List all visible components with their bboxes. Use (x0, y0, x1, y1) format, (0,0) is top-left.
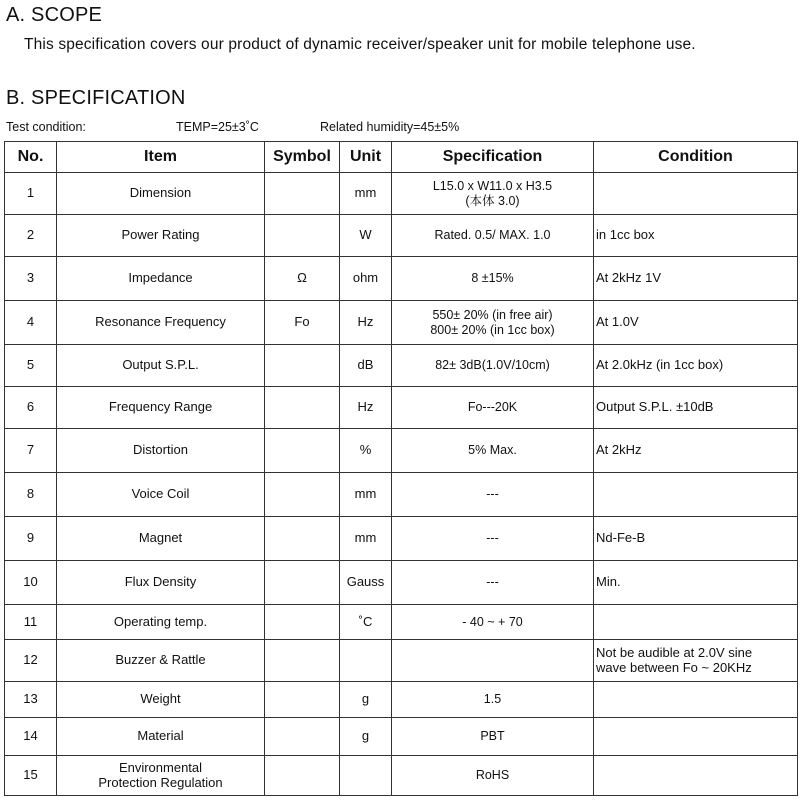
cell-unit: g (340, 682, 392, 718)
cell-unit: mm (340, 173, 392, 215)
cell-symbol (265, 605, 340, 640)
cell-item: Magnet (57, 517, 265, 561)
cell-unit (340, 640, 392, 682)
cell-line: wave between Fo ~ 20KHz (596, 659, 752, 675)
cell-item: Resonance Frequency (57, 301, 265, 345)
cell-line: At 2kHz 1V (596, 270, 662, 286)
cell-item: Environmental Protection Regulation (57, 756, 265, 796)
cell-line: Fo---20K (467, 400, 518, 415)
cell-specification (392, 257, 594, 301)
cell-specification (392, 473, 594, 517)
cell-condition (594, 756, 798, 796)
cell-symbol (265, 561, 340, 605)
table-row (5, 215, 798, 257)
cell-item: Frequency Range (57, 387, 265, 429)
table-row (5, 605, 798, 640)
cell-item: Dimension (57, 173, 265, 215)
cell-unit: Hz (340, 301, 392, 345)
cell-no: 15 (5, 756, 57, 796)
cell-line: - 40 ~ + 70 (462, 614, 523, 629)
cell-specification (392, 173, 594, 215)
cell-no: 7 (5, 429, 57, 473)
cell-line: 82± 3dB(1.0V/10cm) (435, 358, 550, 373)
cell-line: Nd-Fe-B (596, 530, 646, 546)
cell-specification (392, 345, 594, 387)
cell-unit: W (340, 215, 392, 257)
test-condition (6, 120, 706, 136)
cell-symbol: Ω (265, 257, 340, 301)
cell-unit: mm (340, 473, 392, 517)
cell-specification (392, 215, 594, 257)
cell-no: 1 (5, 173, 57, 215)
table-body (5, 173, 798, 796)
cell-condition (594, 215, 798, 257)
table-row (5, 257, 798, 301)
cell-unit: Gauss (340, 561, 392, 605)
cell-condition (594, 605, 798, 640)
cell-specification (392, 301, 594, 345)
cell-line: --- (486, 531, 499, 546)
cell-item: Buzzer & Rattle (57, 640, 265, 682)
cell-no: 14 (5, 718, 57, 756)
cell-no: 8 (5, 473, 57, 517)
cell-item: Impedance (57, 257, 265, 301)
cell-line: 550± 20% (in free air) (432, 308, 553, 323)
cell-no: 11 (5, 605, 57, 640)
cell-symbol (265, 718, 340, 756)
table-row (5, 682, 798, 718)
cell-condition (594, 345, 798, 387)
cell-item: Flux Density (57, 561, 265, 605)
cell-line: Output S.P.L. ±10dB (596, 399, 714, 415)
cell-line: At 2.0kHz (in 1cc box) (596, 357, 724, 373)
scope-text: This specification covers our product of dynamic receiver/speaker unit for mobile telephone use. (24, 36, 696, 53)
cell-unit (340, 756, 392, 796)
test-condition-humidity: Related humidity=45±5% (320, 120, 460, 134)
cell-line: At 2kHz (596, 442, 642, 458)
cell-symbol (265, 173, 340, 215)
test-condition-label: Test condition: (6, 120, 86, 134)
cell-line: 800± 20% (in 1cc box) (430, 322, 555, 337)
cell-specification (392, 682, 594, 718)
cell-no: 9 (5, 517, 57, 561)
cell-unit: % (340, 429, 392, 473)
cell-line: --- (486, 575, 499, 590)
table-row (5, 756, 798, 796)
cell-condition (594, 561, 798, 605)
cell-line: 5% Max. (468, 443, 517, 458)
cell-specification (392, 561, 594, 605)
cell-specification (392, 605, 594, 640)
col-header-unit: Unit (340, 142, 392, 173)
cell-line: (本体 3.0) (465, 193, 520, 208)
cell-condition (594, 173, 798, 215)
cell-specification (392, 718, 594, 756)
scope-heading: A. SCOPE (6, 4, 103, 26)
cell-condition (594, 718, 798, 756)
cell-specification (392, 387, 594, 429)
cell-item: Power Rating (57, 215, 265, 257)
table-row (5, 345, 798, 387)
cell-item: Voice Coil (57, 473, 265, 517)
specification-table (4, 141, 798, 796)
table-row (5, 517, 798, 561)
cell-item: Distortion (57, 429, 265, 473)
cell-line: 8 ±15% (471, 271, 514, 286)
cell-no: 6 (5, 387, 57, 429)
cell-no: 3 (5, 257, 57, 301)
cell-line: 1.5 (483, 692, 502, 707)
table-row (5, 640, 798, 682)
cell-condition (594, 257, 798, 301)
cell-line: Not be audible at 2.0V sine (596, 644, 753, 660)
cell-unit: mm (340, 517, 392, 561)
cell-no: 2 (5, 215, 57, 257)
table-row (5, 718, 798, 756)
col-header-item: Item (57, 142, 265, 173)
cell-unit: g (340, 718, 392, 756)
table-row (5, 387, 798, 429)
cell-specification (392, 756, 594, 796)
cell-symbol (265, 429, 340, 473)
cell-symbol (265, 345, 340, 387)
cell-line: --- (486, 487, 499, 502)
test-condition-temp: TEMP=25±3˚C (176, 120, 259, 134)
cell-line: Rated. 0.5/ MAX. 1.0 (434, 228, 551, 243)
cell-item: Weight (57, 682, 265, 718)
cell-symbol (265, 756, 340, 796)
col-header-symbol: Symbol (265, 142, 340, 173)
cell-condition (594, 682, 798, 718)
cell-specification (392, 429, 594, 473)
cell-specification (392, 517, 594, 561)
table-row (5, 561, 798, 605)
cell-symbol (265, 640, 340, 682)
cell-item: Operating temp. (57, 605, 265, 640)
cell-line: RoHS (475, 768, 510, 783)
cell-condition (594, 301, 798, 345)
cell-condition (594, 387, 798, 429)
cell-line: L15.0 x W11.0 x H3.5 (432, 179, 553, 194)
table-row (5, 301, 798, 345)
cell-line: PBT (480, 729, 505, 744)
cell-condition (594, 473, 798, 517)
cell-line: Min. (596, 574, 621, 590)
col-header-condition: Condition (594, 142, 798, 173)
cell-no: 13 (5, 682, 57, 718)
cell-symbol (265, 215, 340, 257)
specification-heading: B. SPECIFICATION (6, 87, 186, 109)
cell-condition (594, 429, 798, 473)
cell-line: At 1.0V (596, 314, 639, 330)
table-row (5, 429, 798, 473)
cell-line: in 1cc box (596, 227, 655, 243)
cell-symbol (265, 517, 340, 561)
cell-item: Output S.P.L. (57, 345, 265, 387)
table-row (5, 173, 798, 215)
cell-no: 12 (5, 640, 57, 682)
cell-condition (594, 517, 798, 561)
cell-symbol (265, 473, 340, 517)
cell-symbol (265, 682, 340, 718)
table-row (5, 473, 798, 517)
cell-symbol (265, 387, 340, 429)
cell-unit: dB (340, 345, 392, 387)
cell-no: 5 (5, 345, 57, 387)
cell-specification (392, 640, 594, 682)
cell-condition (594, 640, 798, 682)
col-header-specification: Specification (392, 142, 594, 173)
col-header-no: No. (5, 142, 57, 173)
table-header-row (5, 142, 798, 173)
cell-unit: ohm (340, 257, 392, 301)
cell-item: Material (57, 718, 265, 756)
cell-unit: ˚C (340, 605, 392, 640)
cell-no: 10 (5, 561, 57, 605)
cell-symbol: Fo (265, 301, 340, 345)
cell-unit: Hz (340, 387, 392, 429)
cell-no: 4 (5, 301, 57, 345)
